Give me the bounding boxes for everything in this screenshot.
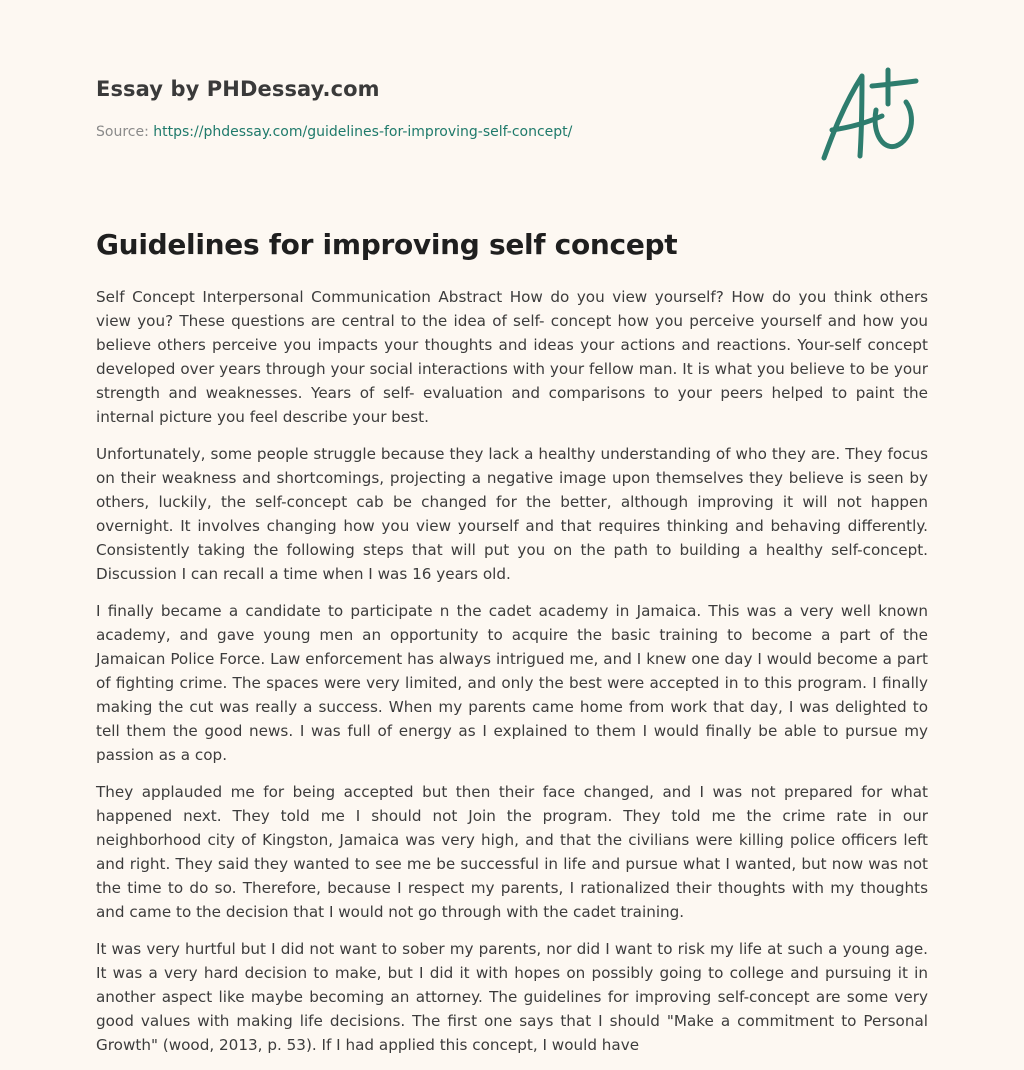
essay-paragraph: Unfortunately, some people struggle because they lack a healthy understanding of who they are. They focus on their weakness and shortcomings, projecting a negative image upon themselves they believe is seen by others, luckily, the self-concept cab be changed for the better, although improving it will not happen overnight. It involves changing how you view yourself and that requires thinking and behaving differently. Consistently taking the following steps that will put you on the path to building a healthy self-concept. Discussion I can recall a time when I was 16 years old.	[96, 445, 928, 583]
essay-body	[96, 285, 928, 1070]
essay-page	[96, 0, 928, 1060]
a-plus-grade-logo-icon	[818, 66, 928, 166]
essay-paragraph: It was very hurtful but I did not want to sober my parents, nor did I want to risk my life at such a young age. It was a very hard decision to make, but I did it with hopes on possibly going to college and pursuing it in another aspect like maybe becoming an attorney. The guidelines for improving self-concept are some very good values with making life decisions. The first one says that I should "Make a commitment to Personal Growth" (wood, 2013, p. 53). If I had applied this concept, I would have	[96, 940, 928, 1054]
essay-paragraph: They applauded me for being accepted but then their face changed, and I was not prepared for what happened next. They told me I should not Join the program. They told me the crime rate in our neighborhood city of Kingston, Jamaica was very high, and that the civilians were killing police officers left and right. They said they wanted to see me be successful in life and pursue what I wanted, but now was not the time to do so. Therefore, because I respect my parents, I rationalized their thoughts with my thoughts and came to the decision that I would not go through with the cadet training.	[96, 783, 928, 921]
source-link[interactable]: https://phdessay.com/guidelines-for-improving-self-concept/	[153, 124, 573, 140]
source-label: Source:	[96, 124, 149, 140]
essay-paragraph: I finally became a candidate to participate n the cadet academy in Jamaica. This was a very well known academy, and gave young men an opportunity to acquire the basic training to become a part of the Jamaican Police Force. Law enforcement has always intrigued me, and I knew one day I would become a part of fighting crime. The spaces were very limited, and only the best were accepted in to this program. I finally making the cut was really a success. When my parents came home from work that day, I was delighted to tell them the good news. I was full of energy as I explained to them I would finally be able to pursue my passion as a cop.	[96, 602, 928, 764]
site-brand: Essay by PHDessay.com	[96, 77, 380, 101]
source-line	[96, 124, 572, 140]
essay-paragraph: Self Concept Interpersonal Communication Abstract How do you view yourself? How do you think others view you? These questions are central to the idea of self- concept how you perceive yourself and how you believe others perceive you impacts your thoughts and ideas your actions and reactions. Your-self concept developed over years through your social interactions with your fellow man. It is what you believe to be your strength and weaknesses. Years of self- evaluation and comparisons to your peers helped to paint the internal picture you feel describe your best.	[96, 288, 928, 426]
essay-title: Guidelines for improving self concept	[96, 228, 678, 261]
